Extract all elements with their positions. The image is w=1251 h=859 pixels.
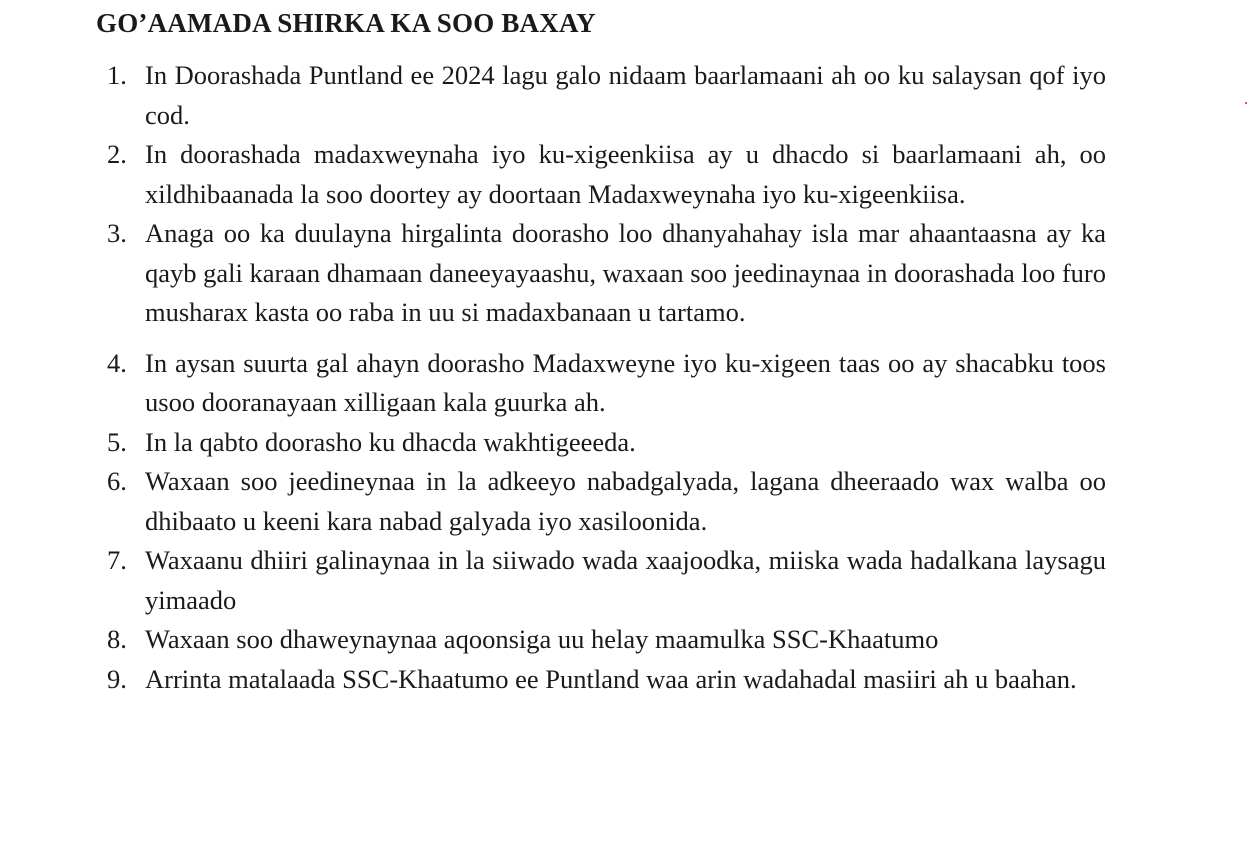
list-item — [96, 214, 1106, 333]
item-number: 3. — [107, 218, 127, 248]
item-number: 6. — [107, 466, 127, 496]
list-item — [96, 620, 1106, 660]
list-item — [96, 344, 1106, 423]
item-text: Arrinta matalaada SSC-Khaatumo ee Puntland waa arin wadahadal masiiri ah u baahan. — [145, 663, 1077, 694]
item-number: 2. — [107, 139, 127, 169]
item-number: 4. — [107, 347, 127, 378]
item-text: In la qabto doorasho ku dhacda wakhtigeeeda. — [145, 426, 636, 457]
resolutions-list — [96, 56, 1106, 699]
list-item — [96, 135, 1106, 214]
item-number: 9. — [107, 663, 127, 694]
item-text: Waxaan soo dhaweynaynaa aqoonsiga uu helay maamulka SSC-Khaatumo — [145, 624, 939, 654]
list-item — [96, 56, 1106, 135]
list-item — [96, 423, 1106, 463]
item-number: 5. — [107, 426, 127, 457]
list-item — [96, 462, 1106, 541]
item-text: Anaga oo ka duulayna hirgalinta doorasho loo dhanyahahay isla mar ahaantaasna ay ka qayb gali karaan dhamaan daneeyayaashu, waxaan soo jeedinaynaa in doorashada loo furo musharax kasta oo raba in uu si madaxbanaan u tartamo. — [145, 218, 1106, 327]
item-number: 7. — [107, 545, 127, 575]
stray-red-mark — [1245, 102, 1247, 104]
item-number: 1. — [107, 60, 127, 90]
item-number: 8. — [107, 624, 127, 654]
document-title: GO’AAMADA SHIRKA KA SOO BAXAY — [96, 8, 596, 38]
item-text: Waxaanu dhiiri galinaynaa in la siiwado wada xaajoodka, miiska wada hadalkana laysagu yimaado — [145, 545, 1106, 615]
list-item — [96, 660, 1106, 700]
document-body — [96, 4, 1106, 699]
item-text: In Doorashada Puntland ee 2024 lagu galo nidaam baarlamaani ah oo ku salaysan qof iyo cod. — [145, 60, 1106, 130]
item-text: In aysan suurta gal ahayn doorasho Madaxweyne iyo ku-xigeen taas oo ay shacabku toos usoo dooranayaan xilligaan kala guurka ah. — [145, 347, 1106, 417]
item-text: Waxaan soo jeedineynaa in la adkeeyo nabadgalyada, lagana dheeraado wax walba oo dhibaato u keeni kara nabad galyada iyo xasiloonida. — [145, 466, 1106, 536]
item-text: In doorashada madaxweynaha iyo ku-xigeenkiisa ay u dhacdo si baarlamaani ah, oo xildhibaanada la soo doortey ay doortaan Madaxweynaha iyo ku-xigeenkiisa. — [145, 139, 1106, 209]
list-item — [96, 541, 1106, 620]
